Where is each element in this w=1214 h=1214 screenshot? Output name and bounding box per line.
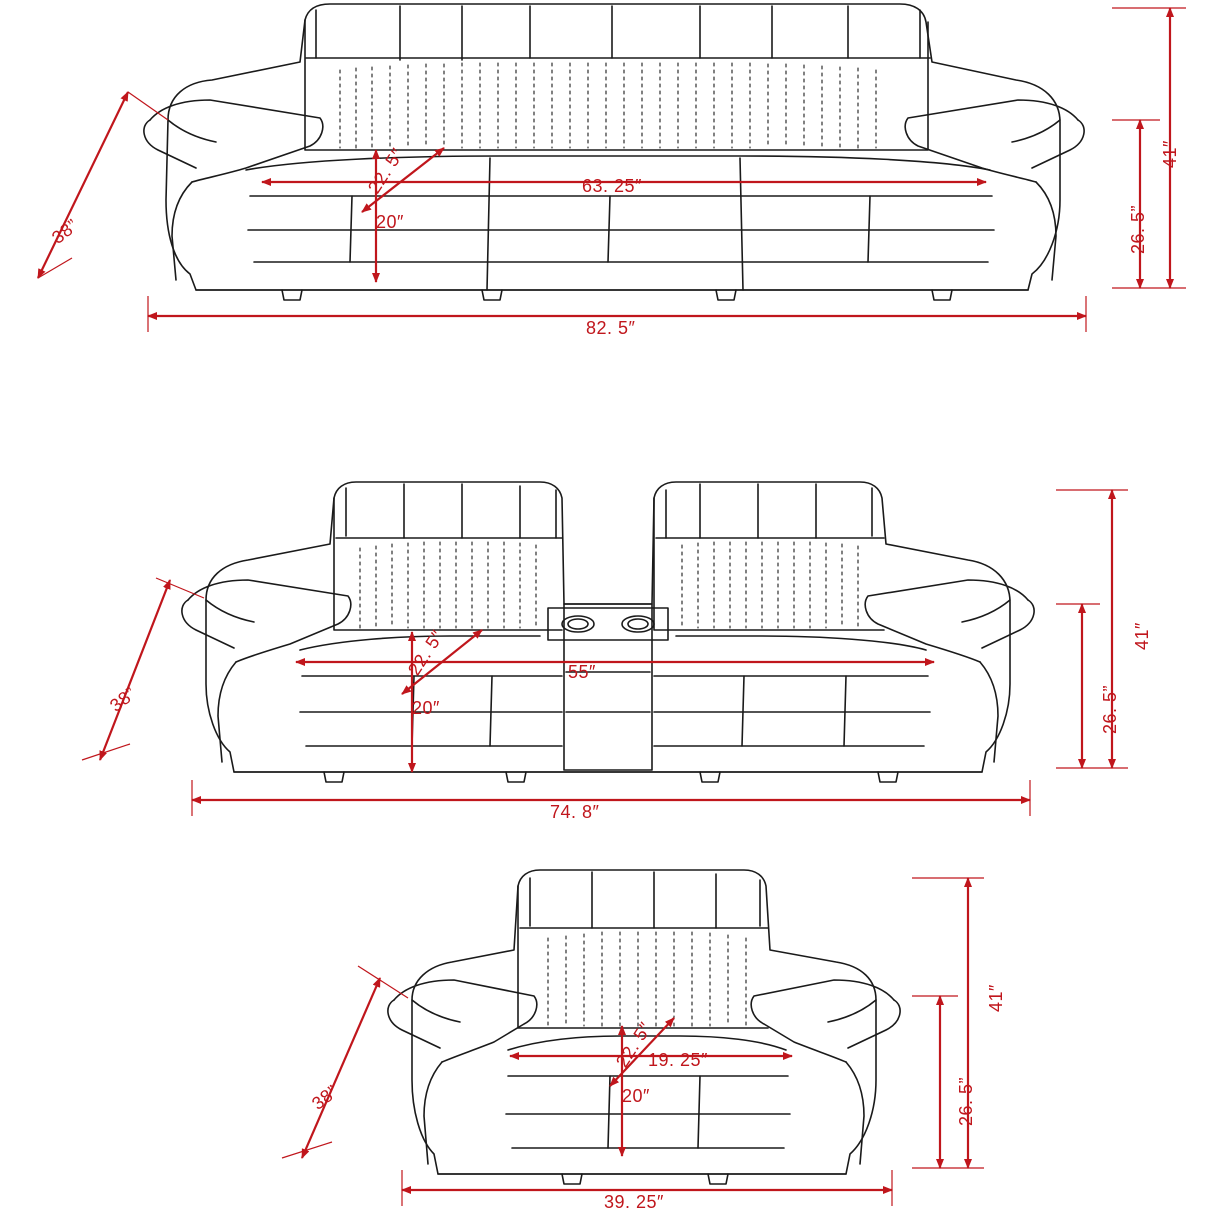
sofa-seat-height-label: 26. 5”: [1128, 204, 1148, 254]
loveseat-seat-height-label: 26. 5”: [1100, 684, 1120, 734]
loveseat-seat-width-label: 55″: [568, 662, 596, 682]
sofa-seat-diagonal-label: 22. 5″: [364, 144, 408, 197]
loveseat-dimensions: [82, 490, 1128, 816]
sofa-seat-width-label: 63. 25″: [582, 176, 642, 196]
loveseat-height-label: 41″: [1132, 622, 1152, 650]
chair-seat-depth-label: 20″: [622, 1086, 650, 1106]
sofa-depth-label: 38”: [48, 215, 82, 248]
chair-seat-diagonal-label: 22. 5″: [612, 1018, 656, 1071]
chair-height-label: 41″: [986, 984, 1006, 1012]
loveseat-seat-diagonal-label: 22. 5″: [404, 626, 448, 679]
sofa-width-label: 82. 5″: [586, 318, 636, 338]
chair-width-label: 39. 25″: [604, 1192, 664, 1212]
chair-depth-label: 38”: [308, 1081, 342, 1114]
loveseat-width-label: 74. 8″: [550, 802, 600, 822]
sofa-drawing: [144, 4, 1084, 300]
loveseat-depth-label: 38”: [106, 683, 140, 716]
loveseat-drawing: [182, 482, 1034, 782]
loveseat-seat-depth-label: 20″: [412, 698, 440, 718]
sofa-seat-depth-label: 20″: [376, 212, 404, 232]
chair-seat-height-label: 26. 5”: [956, 1076, 976, 1126]
chair-seat-width-label: 19. 25″: [648, 1050, 708, 1070]
sofa-height-label: 41″: [1160, 140, 1180, 168]
